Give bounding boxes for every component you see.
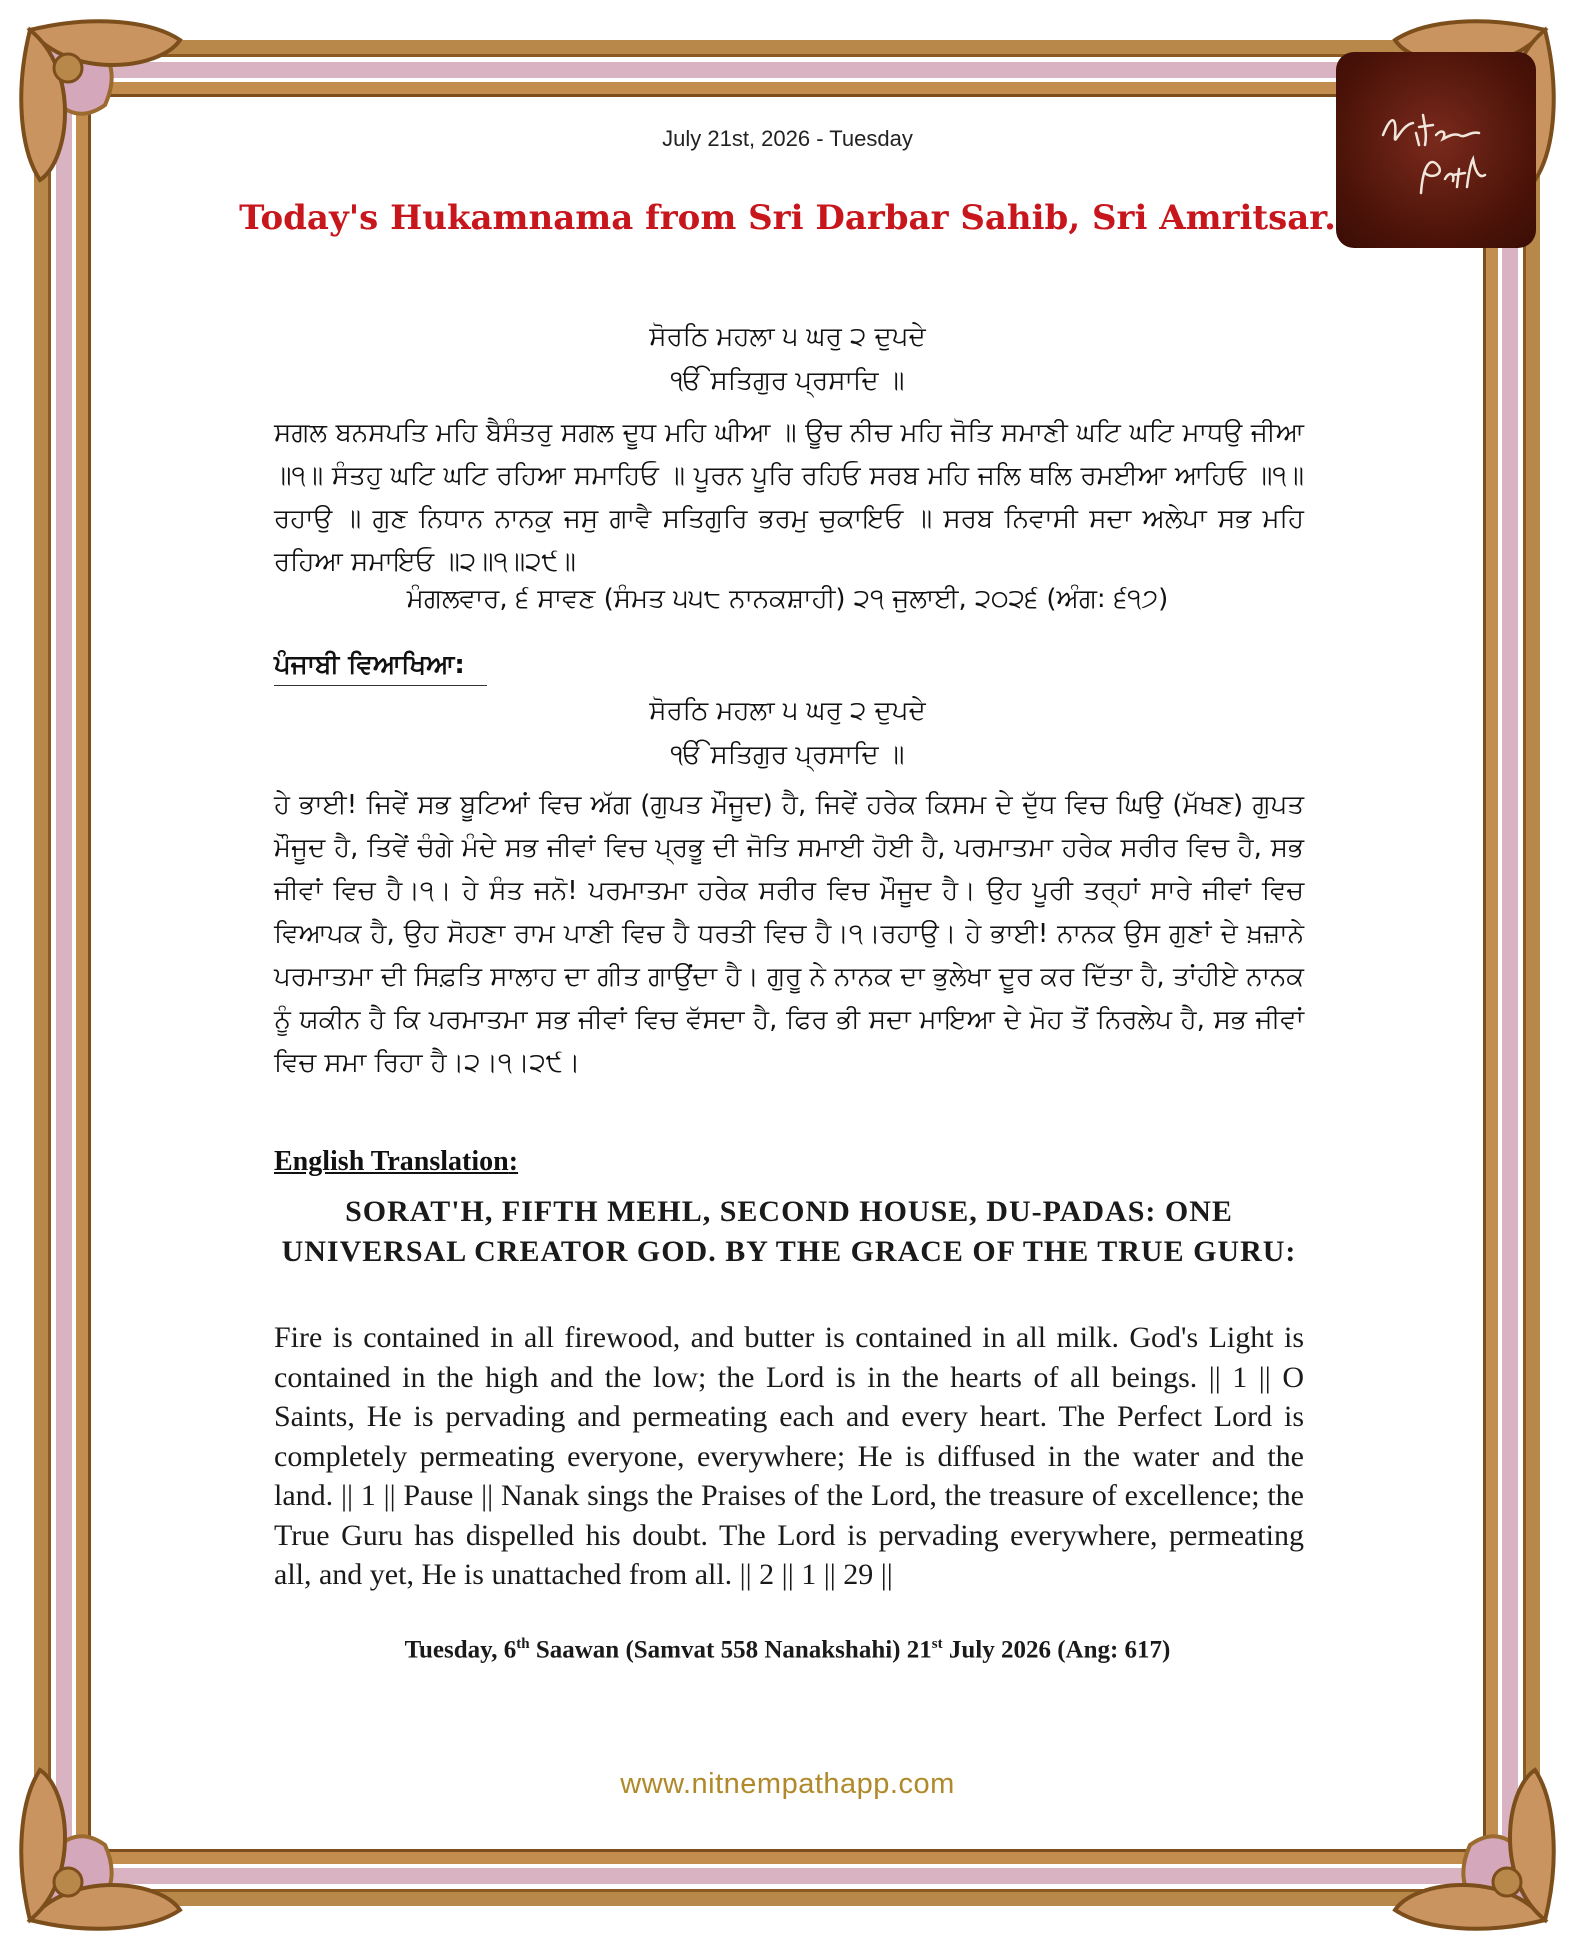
punjabi-explanation-text: ਹੇ ਭਾਈ! ਜਿਵੇਂ ਸਭ ਬੂਟਿਆਂ ਵਿਚ ਅੱਗ (ਗੁਪਤ ਮੌਜੂਦ) ਹੈ, ਜਿਵੇਂ ਹਰੇਕ ਕਿਸਮ ਦੇ ਦੁੱਧ ਵਿਚ ਘਿਉ (ਮੱਖਣ) ਗੁਪਤ ਮੌਜੂਦ ਹੈ, ਤਿਵੇਂ ਚੰਗੇ ਮੰਦੇ ਸਭ ਜੀਵਾਂ ਵਿਚ ਪ੍ਰਭੂ ਦੀ ਜੋਤਿ ਸਮਾਈ ਹੋਈ ਹੈ, ਪਰਮਾਤਮਾ ਹਰੇਕ ਸਰੀਰ ਵਿਚ ਹੈ, ਸਭ ਜੀਵਾਂ ਵਿਚ ਹੈ।੧। ਹੇ ਸੰਤ ਜਨੋ! ਪਰਮਾਤਮਾ ਹਰੇਕ ਸਰੀਰ ਵਿਚ ਮੌਜੂਦ ਹੈ। ਉਹ ਪੂਰੀ ਤਰ੍ਹਾਂ ਸਾਰੇ ਜੀਵਾਂ ਵਿਚ ਵਿਆਪਕ ਹੈ, ਉਹ ਸੋਹਣਾ ਰਾਮ ਪਾਣੀ ਵਿਚ ਹੈ ਧਰਤੀ ਵਿਚ ਹੈ।੧।ਰਹਾਉ। ਹੇ ਭਾਈ! ਨਾਨਕ ਉਸ ਗੁਣਾਂ ਦੇ ਖ਼ਜ਼ਾਨੇ ਪਰਮਾਤਮਾ ਦੀ ਸਿਫ਼ਤਿ ਸਾਲਾਹ ਦਾ ਗੀਤ ਗਾਉਂਦਾ ਹੈ। ਗੁਰੂ ਨੇ ਨਾਨਕ ਦਾ ਭੁਲੇਖਾ ਦੂਰ ਕਰ ਦਿੱਤਾ ਹੈ, ਤਾਂਹੀਏ ਨਾਨਕ ਨੂੰ ਯਕੀਨ ਹੈ ਕਿ ਪਰਮਾਤਮਾ ਸਭ ਜੀਵਾਂ ਵਿਚ ਵੱਸਦਾ ਹੈ, ਫਿਰ ਭੀ ਸਦਾ ਮਾਇਆ ਦੇ ਮੋਹ ਤੋਂ ਨਿਰਲੇਪ ਹੈ, ਸਭ ਜੀਵਾਂ ਵਿਚ ਸਮਾ ਰਿਹਾ ਹੈ।੨।੧।੨੯। — [274, 790, 1304, 1078]
date-part-2: Saawan (Samvat 558 Nanakshahi) 21 — [529, 1636, 932, 1664]
english-heading: SORAT'H, FIFTH MEHL, SECOND HOUSE, DU-PADAS: ONE UNIVERSAL CREATOR GOD. BY THE GRACE OF THE TRUE GURU: — [281, 1195, 1297, 1268]
gurbani-date-line: ਮੰਗਲਵਾਰ, ੬ ਸਾਵਣ (ਸੰਮਤ ੫੫੮ ਨਾਨਕਸ਼ਾਹੀ) ੨੧ ਜੁਲਾਈ, ੨੦੨੬ (ਅੰਗ: ੬੧੭) — [406, 584, 1169, 614]
gurbani-text: ਸਗਲ ਬਨਸਪਤਿ ਮਹਿ ਬੈਸੰਤਰੁ ਸਗਲ ਦੂਧ ਮਹਿ ਘੀਆ ॥ ਊਚ ਨੀਚ ਮਹਿ ਜੋਤਿ ਸਮਾਣੀ ਘਟਿ ਘਟਿ ਮਾਧਉ ਜੀਆ ॥੧॥ ਸੰਤਹੁ ਘਟਿ ਘਟਿ ਰਹਿਆ ਸਮਾਹਿਓ ॥ ਪੂਰਨ ਪੂਰਿ ਰਹਿਓ ਸਰਬ ਮਹਿ ਜਲਿ ਥਲਿ ਰਮਈਆ ਆਹਿਓ ॥੧॥ ਰਹਾਉ ॥ ਗੁਣ ਨਿਧਾਨ ਨਾਨਕੁ ਜਸੁ ਗਾਵੈ ਸਤਿਗੁਰਿ ਭਰਮੁ ਚੁਕਾਇਓ ॥ ਸਰਬ ਨਿਵਾਸੀ ਸਦਾ ਅਲੇਪਾ ਸਭ ਮਹਿ ਰਹਿਆ ਸਮਾਇਓ ॥੨॥੧॥੨੯॥ — [274, 418, 1304, 577]
page-date: July 21st, 2026 - Tuesday — [662, 126, 913, 151]
page-title: Today's Hukamnama from Sri Darbar Sahib, Sri Amritsar. — [239, 198, 1336, 238]
website-link[interactable]: www.nitnempathapp.com — [620, 1768, 955, 1800]
date-part-3: July 2026 (Ang: 617) — [942, 1636, 1171, 1664]
gurbani-heading-mool: ੴ ਸਤਿਗੁਰ ਪ੍ਰਸਾਦਿ ॥ — [670, 366, 905, 396]
english-translation-label — [274, 1146, 518, 1178]
date-sup-1: th — [516, 1636, 530, 1652]
date-sup-2: st — [931, 1636, 943, 1652]
english-label-colon: : — [508, 1146, 519, 1177]
ribbon-bow-top-left — [10, 10, 200, 200]
english-date-line — [0, 1636, 1575, 1664]
punjabi-heading-raag: ਸੋਰਠਿ ਮਹਲਾ ੫ ਘਰੁ ੨ ਦੁਪਦੇ — [649, 696, 926, 726]
english-translation-text: Fire is contained in all firewood, and butter is contained in all milk. God's Light is contained in the high and the low; the Lord is in the hearts of all beings. || 1 || O Saints, He is pervading and permeating each and every heart. The Perfect Lord is completely permeating everyone, everywhere; He is diffused in the water and the land. || 1 || Pause || Nanak sings the Praises of the Lord, the treasure of excellence; the True Guru has dispelled his doubt. The Lord is pervading everywhere, permeating all, and yet, He is unattached from all. || 2 || 1 || 29 || — [274, 1321, 1304, 1591]
punjabi-heading-mool: ੴ ਸਤਿਗੁਰ ਪ੍ਰਸਾਦਿ ॥ — [670, 740, 905, 770]
english-label-text: English Translation — [274, 1146, 509, 1177]
date-part-1: Tuesday, 6 — [404, 1636, 517, 1664]
gurbani-heading-raag: ਸੋਰਠਿ ਮਹਲਾ ੫ ਘਰੁ ੨ ਦੁਪਦੇ — [649, 322, 926, 352]
punjabi-explanation-label: ਪੰਜਾਬੀ ਵਿਆਖਿਆ: — [274, 650, 487, 686]
